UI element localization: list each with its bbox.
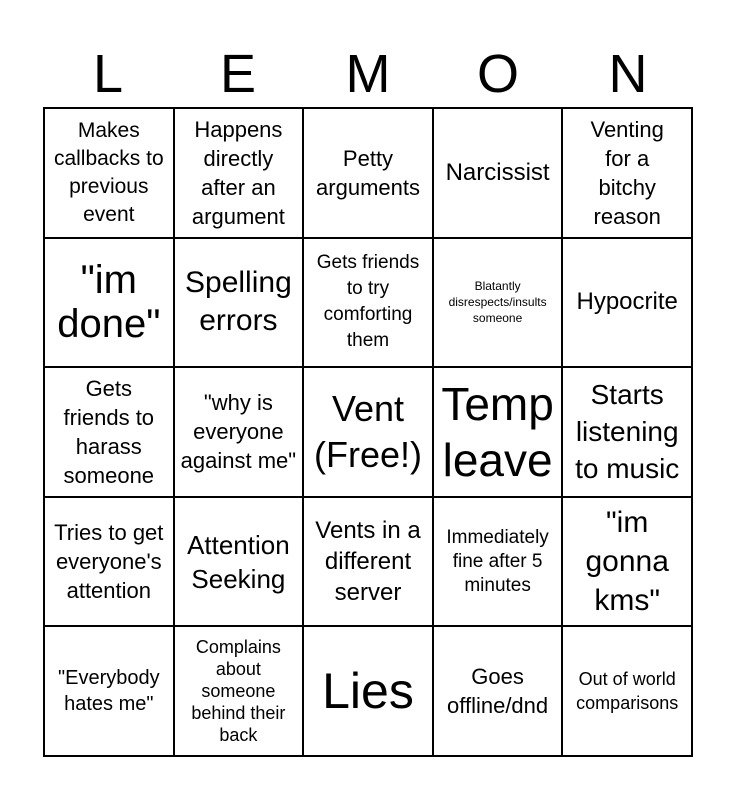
cell-text: "im gonna kms" xyxy=(585,506,669,618)
bingo-cell[interactable] xyxy=(303,367,433,497)
bingo-cell[interactable] xyxy=(174,497,304,627)
bingo-cell[interactable] xyxy=(174,367,304,497)
header-letter-o: O xyxy=(476,44,519,104)
header-letter-n: N xyxy=(608,44,648,104)
bingo-cell[interactable] xyxy=(44,108,174,238)
bingo-cell[interactable] xyxy=(303,497,433,627)
bingo-cell[interactable] xyxy=(303,626,433,756)
bingo-cell[interactable] xyxy=(562,238,692,368)
bingo-cell[interactable] xyxy=(174,238,304,368)
cell-text: Temp leave xyxy=(441,377,554,486)
cell-text: Vent (Free!) xyxy=(313,387,422,475)
bingo-cell[interactable] xyxy=(174,626,304,756)
bingo-cell[interactable] xyxy=(433,108,563,238)
bingo-header xyxy=(43,40,693,108)
cell-text: Blatantly disrespects/insults someone xyxy=(448,279,547,326)
bingo-cell[interactable] xyxy=(303,108,433,238)
cell-text: Petty arguments xyxy=(316,145,420,200)
header-letter-e: E xyxy=(219,44,257,104)
cell-text: Venting for a bitchy reason xyxy=(590,116,664,229)
cell-text: Gets friends to try comforting them xyxy=(316,252,420,352)
bingo-cell[interactable] xyxy=(562,367,692,497)
cell-text: Gets friends to harass someone xyxy=(63,375,155,488)
cell-text: Hypocrite xyxy=(576,288,678,316)
cell-text: Makes callbacks to previous event xyxy=(53,118,164,226)
bingo-cell[interactable] xyxy=(433,626,563,756)
cell-text: Complains about someone behind their back xyxy=(191,637,286,746)
bingo-cell[interactable] xyxy=(433,497,563,627)
bingo-cell[interactable] xyxy=(44,497,174,627)
bingo-cell[interactable] xyxy=(44,626,174,756)
cell-text: "why is everyone against me" xyxy=(180,390,297,474)
cell-text: Lies xyxy=(322,663,414,720)
cell-text: "im done" xyxy=(57,258,161,347)
cell-text: Happens directly after an argument xyxy=(191,116,285,229)
cell-text: Narcissist xyxy=(445,158,550,186)
cell-text: Attention Seeking xyxy=(187,529,290,594)
bingo-cell[interactable] xyxy=(174,108,304,238)
bingo-cell[interactable] xyxy=(562,626,692,756)
cell-text: Immediately fine after 5 minutes xyxy=(446,526,549,596)
bingo-cell[interactable] xyxy=(44,238,174,368)
cell-text: Out of world comparisons xyxy=(576,669,679,714)
bingo-board xyxy=(43,107,693,757)
bingo-cell[interactable] xyxy=(433,367,563,497)
bingo-cell[interactable] xyxy=(562,497,692,627)
cell-text: "Everybody hates me" xyxy=(58,667,160,716)
cell-text: Vents in a different server xyxy=(315,517,421,607)
header-letter-m: M xyxy=(345,44,391,104)
cell-text: Tries to get everyone's attention xyxy=(54,520,164,604)
bingo-cell[interactable] xyxy=(433,238,563,368)
bingo-cell[interactable] xyxy=(562,108,692,238)
cell-text: Goes offline/dnd xyxy=(447,664,549,719)
cell-text: Starts listening to music xyxy=(575,379,680,485)
cell-text: Spelling errors xyxy=(185,266,292,338)
header-letter-l: L xyxy=(92,44,124,104)
bingo-cell[interactable] xyxy=(44,367,174,497)
bingo-cell[interactable] xyxy=(303,238,433,368)
